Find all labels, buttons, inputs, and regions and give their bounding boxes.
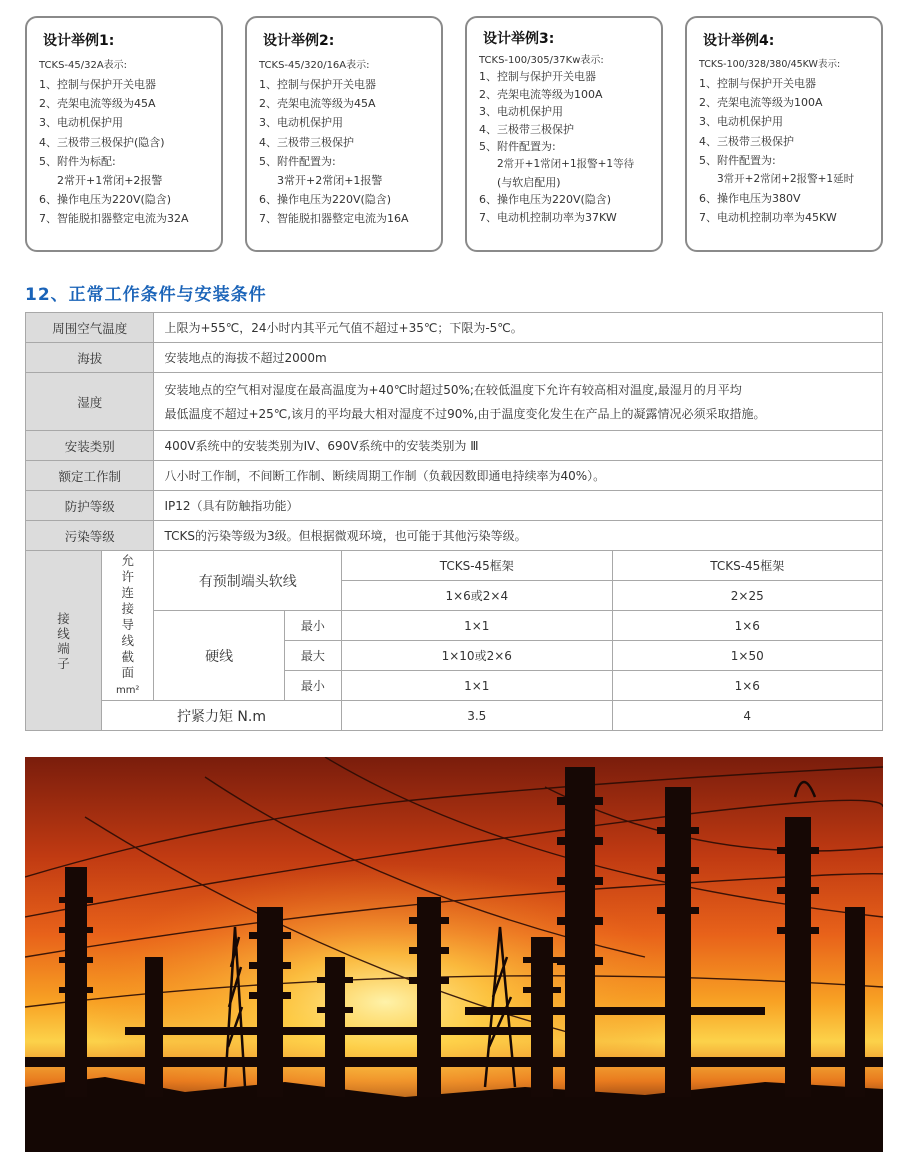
- install-category-label: 安装类别: [26, 431, 154, 461]
- example-line: 1、控制与保护开关电器: [479, 70, 596, 83]
- table-row: [26, 373, 883, 431]
- example-line: 7、智能脱扣器整定电流为32A: [39, 212, 189, 226]
- hard-min2-c1: 1×1: [342, 671, 612, 701]
- example-line: 7、智能脱扣器整定电流为16A: [259, 212, 409, 226]
- hard-max-c1: 1×10或2×6: [342, 641, 612, 671]
- soft-max-c1: 1×6或2×4: [342, 581, 612, 611]
- example-title: 设计举例2:: [263, 33, 335, 49]
- example-line: 6、操作电压为220V(隐含): [39, 193, 172, 207]
- humidity-line-1: 安装地点的空气相对湿度在最高温度为+40℃时超过50%;在较低温度下允许有较高相对温度,最湿月的月平均: [164, 382, 742, 397]
- wire-section-text: 允 许 连 接 导 线 截 面: [121, 552, 134, 680]
- ambient-temp-value: 上限为+55℃，24小时内其平元气值不超过+35℃；下限为-5℃。: [154, 313, 883, 343]
- soft-wire-label: 有预制端头软线: [154, 551, 342, 611]
- example-model: TCKS-45/320/16A表示:: [259, 60, 370, 71]
- example-line: 5、附件为标配:: [39, 154, 116, 168]
- protection-label: 防护等级: [26, 491, 154, 521]
- ambient-temp-label: 周围空气温度: [26, 313, 154, 343]
- hard-min2-c2: 1×6: [612, 671, 883, 701]
- section-title: 12、正常工作条件与安装条件: [25, 285, 267, 305]
- example-card-2: [245, 16, 443, 252]
- humidity-value: [154, 373, 883, 431]
- example-title: 设计举例4:: [703, 33, 775, 49]
- row-min-label: 最小: [284, 671, 341, 701]
- example-line: 7、电动机控制功率为45KW: [699, 211, 837, 225]
- example-line: 2常开+1常闭+1报警+1等待: [497, 157, 635, 170]
- example-line: 1、控制与保护开关电器: [259, 78, 376, 91]
- soft-max-c2: 2×25: [612, 581, 883, 611]
- example-line: 1、控制与保护开关电器: [699, 77, 816, 90]
- example-line: 4、三极带三极保护(隐含): [39, 135, 165, 149]
- table-row: [26, 611, 883, 641]
- example-line: (与软启配用): [497, 175, 561, 189]
- hard-min-c1: 1×1: [342, 611, 612, 641]
- table-row: [26, 313, 883, 343]
- example-title: 设计举例1:: [43, 33, 115, 49]
- example-line: 1、控制与保护开关电器: [39, 78, 156, 91]
- table-row: [26, 521, 883, 551]
- duty-value: 八小时工作制，不间断工作制、断续周期工作制（负载因数即通电持续率为40%）。: [154, 461, 883, 491]
- example-line: 3常开+2常闭+2报警+1延时: [717, 173, 855, 186]
- duty-label: 额定工作制: [26, 461, 154, 491]
- altitude-value: 安装地点的海拔不超过2000m: [154, 343, 883, 373]
- table-row: [26, 491, 883, 521]
- example-model: TCKS-100/328/380/45KW表示:: [699, 59, 841, 70]
- table-row: [26, 431, 883, 461]
- example-line: 5、附件配置为:: [699, 153, 776, 167]
- column-header: TCKS-45框架: [342, 551, 612, 581]
- substation-silhouette-icon: [25, 757, 883, 1152]
- example-line: 2、壳架电流等级为100A: [479, 87, 603, 101]
- example-line: 5、附件配置为:: [259, 154, 336, 168]
- example-card-3: [465, 16, 663, 252]
- table-row: [26, 551, 883, 581]
- altitude-label: 海拔: [26, 343, 154, 373]
- protection-value: IP12（具有防触指功能）: [154, 491, 883, 521]
- example-line: 4、三极带三极保护: [699, 134, 794, 148]
- example-line: 7、电动机控制功率为37KW: [479, 210, 617, 224]
- example-card-4: [685, 16, 883, 252]
- example-line: 3、电动机保护用: [259, 116, 343, 130]
- example-line: 2、壳架电流等级为45A: [39, 97, 156, 111]
- hard-max-c2: 1×50: [612, 641, 883, 671]
- example-line: 6、操作电压为220V(隐含): [479, 193, 612, 207]
- example-line: 2、壳架电流等级为100A: [699, 96, 823, 110]
- wire-section-unit: mm²: [115, 684, 140, 696]
- humidity-line-2: 最低温度不超过+25℃,该月的平均最大相对湿度不过90%,由于温度变化发生在产品上的凝露情况必须采取措施。: [164, 406, 766, 421]
- pollution-label: 污染等级: [26, 521, 154, 551]
- example-line: 3、电动机保护用: [699, 115, 783, 129]
- row-max-label: 最大: [284, 641, 341, 671]
- example-title: 设计举例3:: [483, 31, 555, 47]
- row-min-label: 最小: [284, 611, 341, 641]
- hard-wire-label: 硬线: [154, 611, 284, 701]
- torque-c1: 3.5: [342, 701, 612, 731]
- design-examples: [25, 16, 885, 252]
- wire-section-label: [101, 551, 154, 701]
- substation-photo: [25, 757, 883, 1152]
- example-model: TCKS-100/305/37Kw表示:: [479, 55, 604, 66]
- example-line: 3、电动机保护用: [479, 105, 563, 119]
- example-line: 3、电动机保护用: [39, 116, 123, 130]
- example-line: 6、操作电压为220V(隐含): [259, 193, 392, 207]
- example-line: 6、操作电压为380V: [699, 192, 801, 206]
- table-row: [26, 461, 883, 491]
- example-line: 2、壳架电流等级为45A: [259, 97, 376, 111]
- pollution-value: TCKS的污染等级为3级。但根据微观环境，也可能于其他污染等级。: [154, 521, 883, 551]
- conditions-table: [25, 312, 883, 731]
- column-header: TCKS-45框架: [612, 551, 883, 581]
- example-line: 4、三极带三极保护: [259, 135, 354, 149]
- install-category-value: 400V系统中的安装类别为IV、690V系统中的安装类别为 Ⅲ: [154, 431, 883, 461]
- example-line: 5、附件配置为:: [479, 140, 556, 154]
- example-line: 2常开+1常闭+2报警: [57, 174, 163, 188]
- table-row: [26, 343, 883, 373]
- hard-min-c2: 1×6: [612, 611, 883, 641]
- humidity-label: 湿度: [26, 373, 154, 431]
- table-row: [26, 701, 883, 731]
- example-card-1: [25, 16, 223, 252]
- torque-c2: 4: [612, 701, 883, 731]
- example-line: 4、三极带三极保护: [479, 122, 574, 136]
- example-model: TCKS-45/32A表示:: [39, 60, 128, 71]
- terminal-group-label: 接 线 端 子: [26, 551, 102, 731]
- torque-label: 拧紧力矩 N.m: [101, 701, 341, 731]
- example-line: 3常开+2常闭+1报警: [277, 174, 383, 188]
